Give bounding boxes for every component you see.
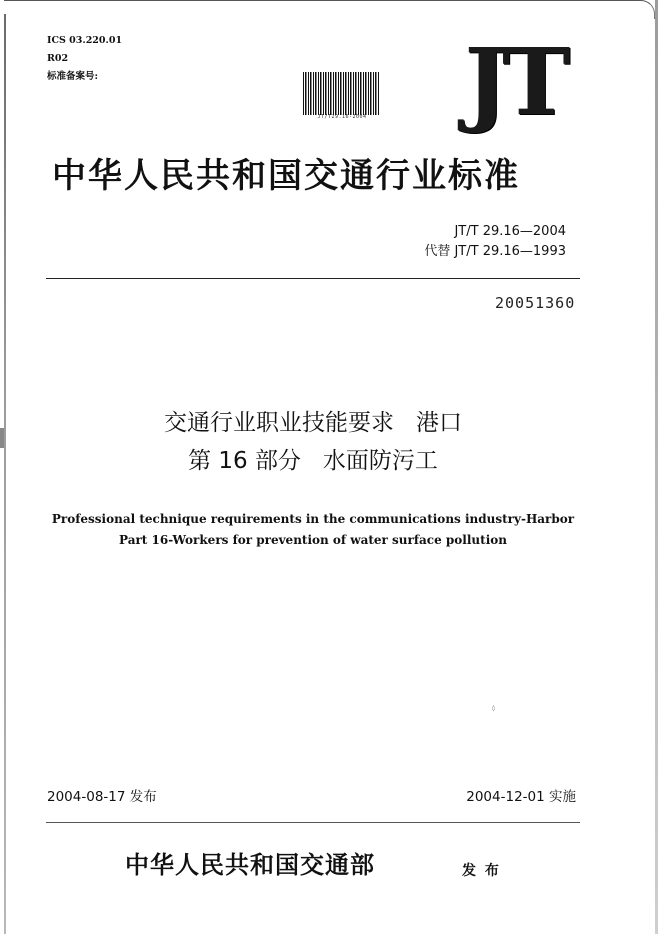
standard-category-title: 中华人民共和国交通行业标准 <box>52 156 520 196</box>
divider-bottom <box>46 822 580 823</box>
scan-mark: ◊ <box>492 705 495 712</box>
jt-logo: JT <box>464 28 565 136</box>
effective-date: 2004-12-01 实施 <box>466 789 576 805</box>
page-edge-top <box>4 0 655 19</box>
divider-top <box>46 278 580 279</box>
standard-number: JT/T 29.16—2004 <box>454 224 566 239</box>
category-code: R02 <box>47 53 69 64</box>
chinese-title-line-2: 第 16 部分 水面防污工 <box>188 448 438 474</box>
english-title-line-1: Professional technique requirements in the communications industry-Harbor <box>51 512 575 526</box>
barcode-image <box>303 72 379 115</box>
record-number-label: 标准备案号: <box>47 71 99 82</box>
issuing-authority: 中华人民共和国交通部 <box>125 850 375 879</box>
ics-code: ICS 03.220.01 <box>47 35 123 46</box>
standard-number-block <box>424 222 566 262</box>
english-title <box>0 509 626 551</box>
classification-block <box>47 32 122 86</box>
chinese-title <box>0 404 626 480</box>
barcode-caption: JT/T29.16-2004 <box>317 114 367 120</box>
issue-label: 发 布 <box>462 863 501 879</box>
publish-date: 2004-08-17 发布 <box>47 789 157 805</box>
stamp-number: 20051360 <box>495 294 576 312</box>
replaces-number: 代替 JT/T 29.16—1993 <box>424 244 566 259</box>
chinese-title-line-1: 交通行业职业技能要求 港口 <box>164 410 462 436</box>
english-title-line-2: Part 16-Workers for prevention of water surface pollution <box>119 533 507 547</box>
